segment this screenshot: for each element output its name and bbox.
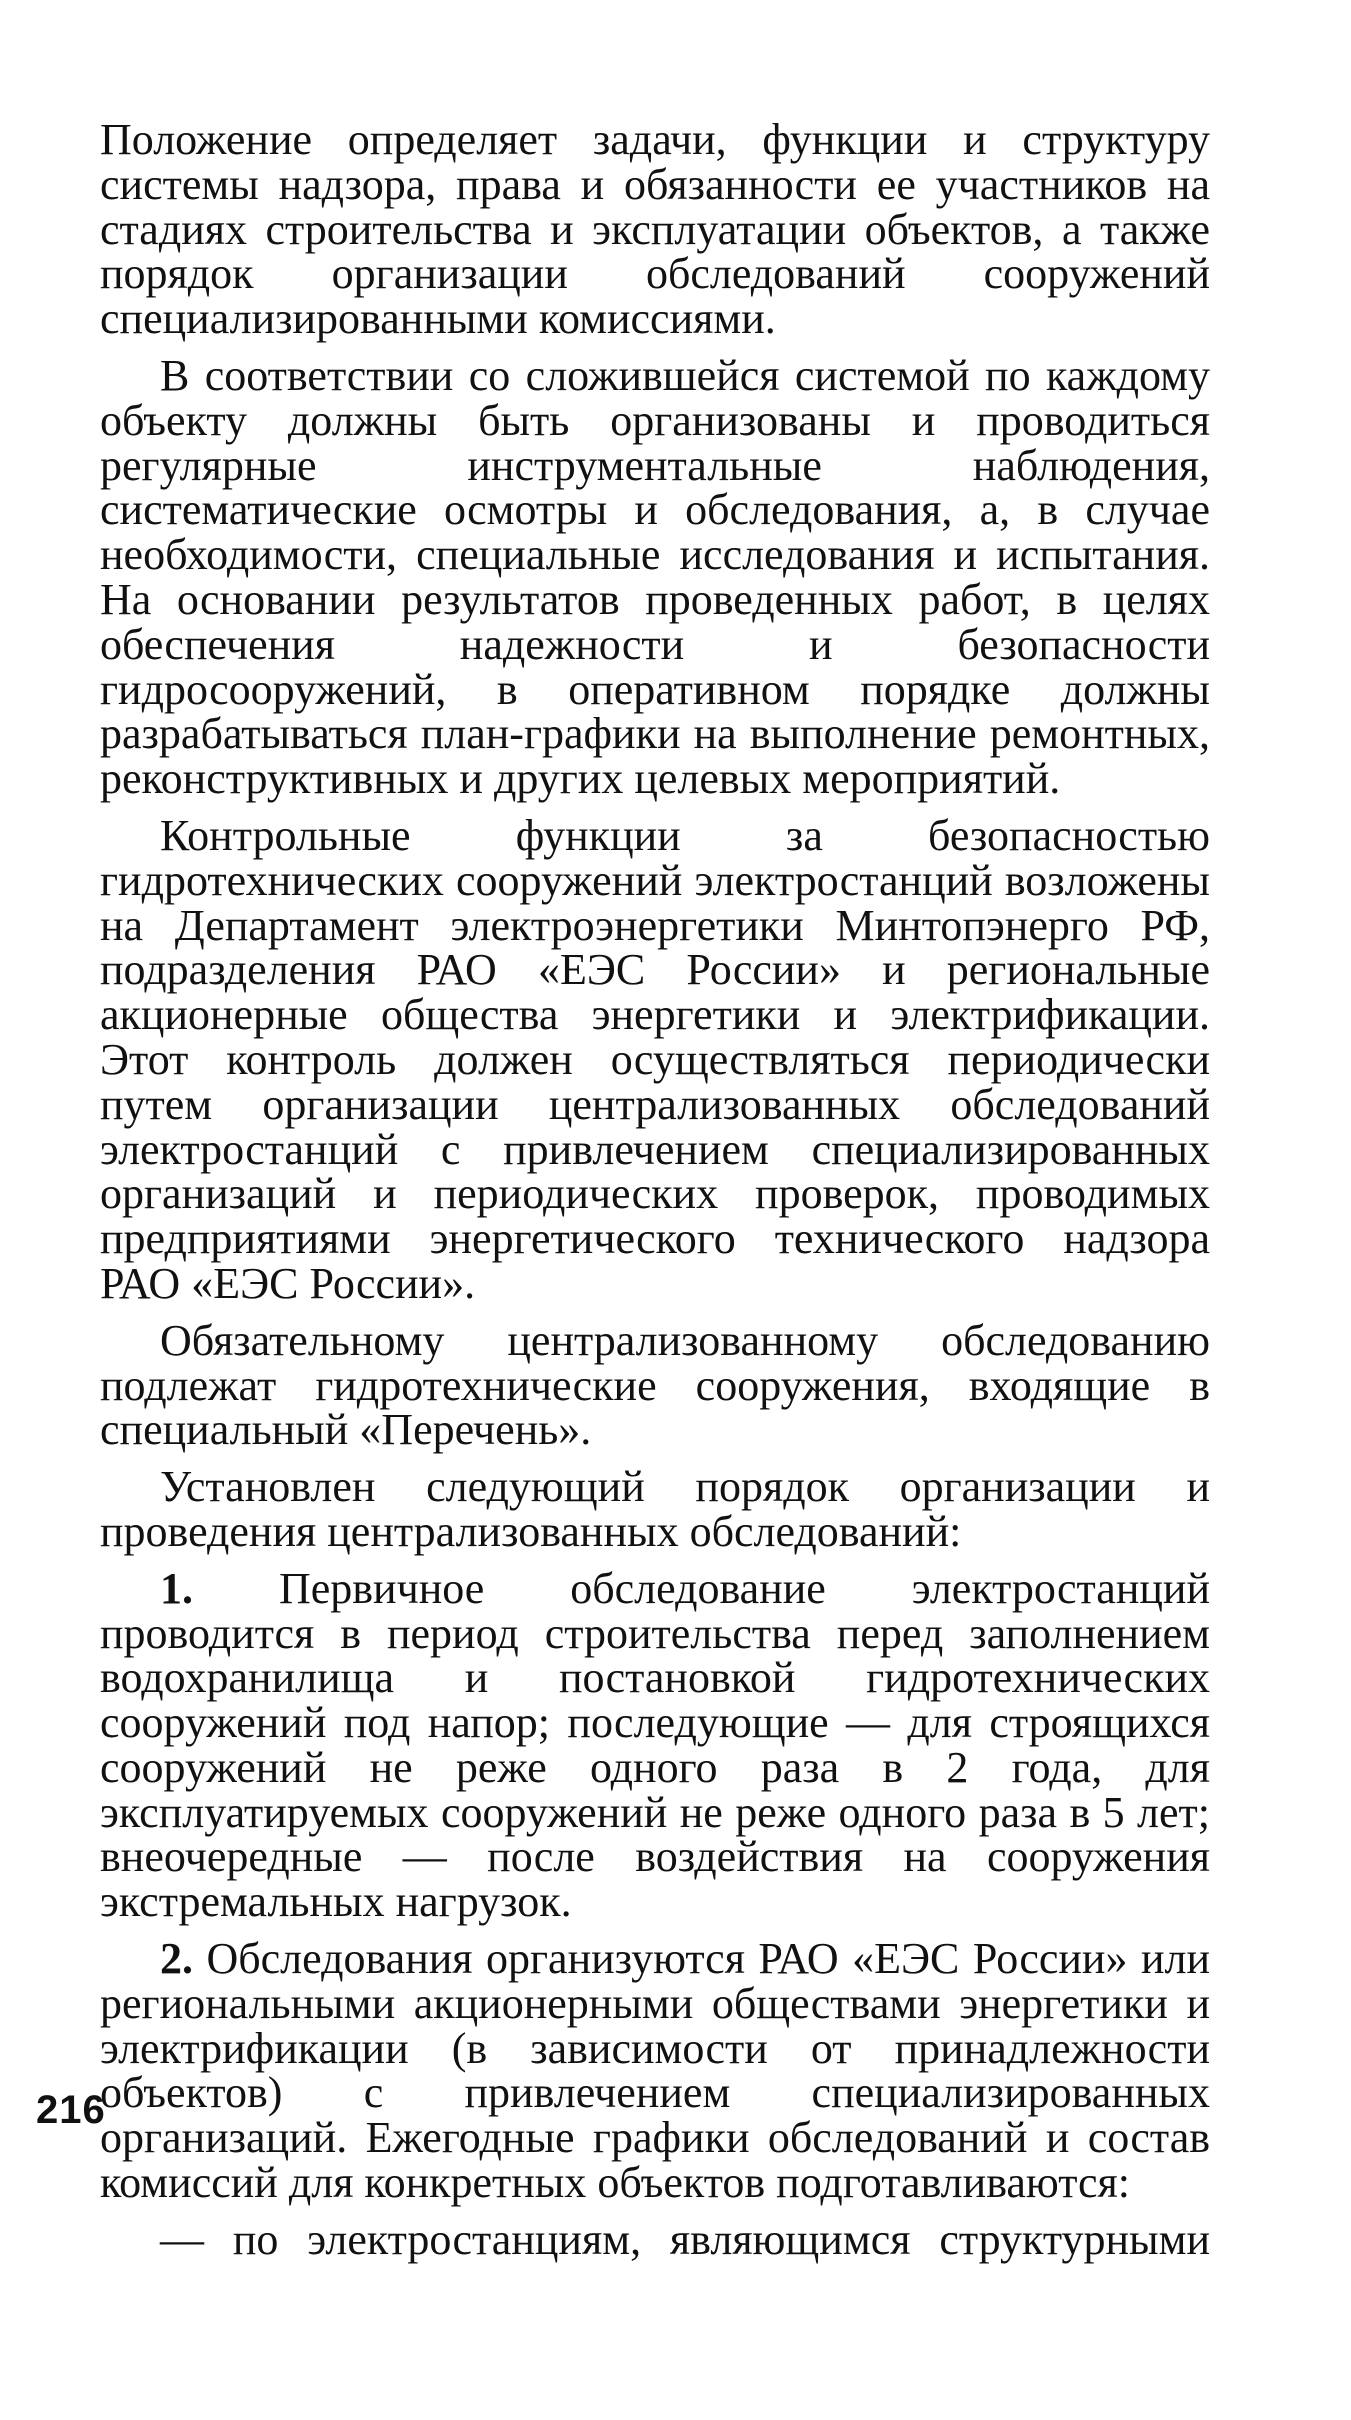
paragraph-mandatory-inspection: Обязательному централизованному обследованию подлежат гидротехнические сооружения, входящие в специальный «Перечень». (100, 1315, 1210, 1455)
paragraph-dash-line: — по электростанциям, являющимся структурными (160, 2214, 1210, 2264)
page-body (100, 115, 1211, 2264)
list-item-1-number: 1. (160, 1563, 193, 1613)
paragraph-monitoring-system: В соответствии со сложившейся системой по каждому объекту должны быть организованы и проводиться регулярные инструментальные наблюдения, систематические осмотры и обследования, а, в случае необходимости, специальные исследования и испытания. На основании результатов проведенных работ, в целях обеспечения надежности и безопасности гидросооружений, в оперативном порядке должны разрабатываться план-графики на выполнение ремонтных, реконструктивных и других целевых мероприятий. (100, 350, 1210, 804)
list-item-2-number: 2. (160, 1934, 193, 1984)
paragraph-control-functions: Контрольные функции за безопасностью гидротехнических сооружений электростанций возложены на Департамент электроэнергетики Минтопэнерго РФ, подразделения РАО «ЕЭС России» и региональные акционерные общества энергетики и электрификации. Этот контроль должен осуществляться периодически путем организации централизованных обследований электростанций с привлечением специализированных организаций и периодических проверок, проводимых предприятиями энергетического технического надзора РАО «ЕЭС России». (100, 810, 1210, 1308)
list-item-1 (100, 1563, 1211, 1927)
paragraph-procedure-intro: Установлен следующий порядок организации и проведения централизованных обследований: (100, 1462, 1210, 1556)
list-item-2-text: Обследования организуются РАО «ЕЭС России» или региональными акционерными обществами энергетики и электрификации (в зависимости от принадлежности объектов) с привлечением специализированных организаций. Ежегодные графики обследований и состав комиссий для конкретных объектов подготавливаются: (100, 1934, 1211, 2208)
page-number: 216 (36, 2088, 106, 2132)
list-item-1-text: Первичное обследование электростанций проводится в период строительства перед заполнением водохранилища и постановкой гидротехнических сооружений под напор; последующие — для строящихся сооружений не реже одного раза в 2 года, для эксплуатируемых сооружений не реже одного раза в 5 лет; внеочередные — после воздействия на сооружения экстремальных нагрузок. (100, 1563, 1211, 1927)
paragraph-regulation-scope: Положение определяет задачи, функции и структуру системы надзора, права и обязанности ее участников на стадиях строительства и эксплуатации объектов, а также порядок организации обследований сооружений специализированными комиссиями. (100, 115, 1210, 344)
list-item-2 (100, 1934, 1211, 2208)
